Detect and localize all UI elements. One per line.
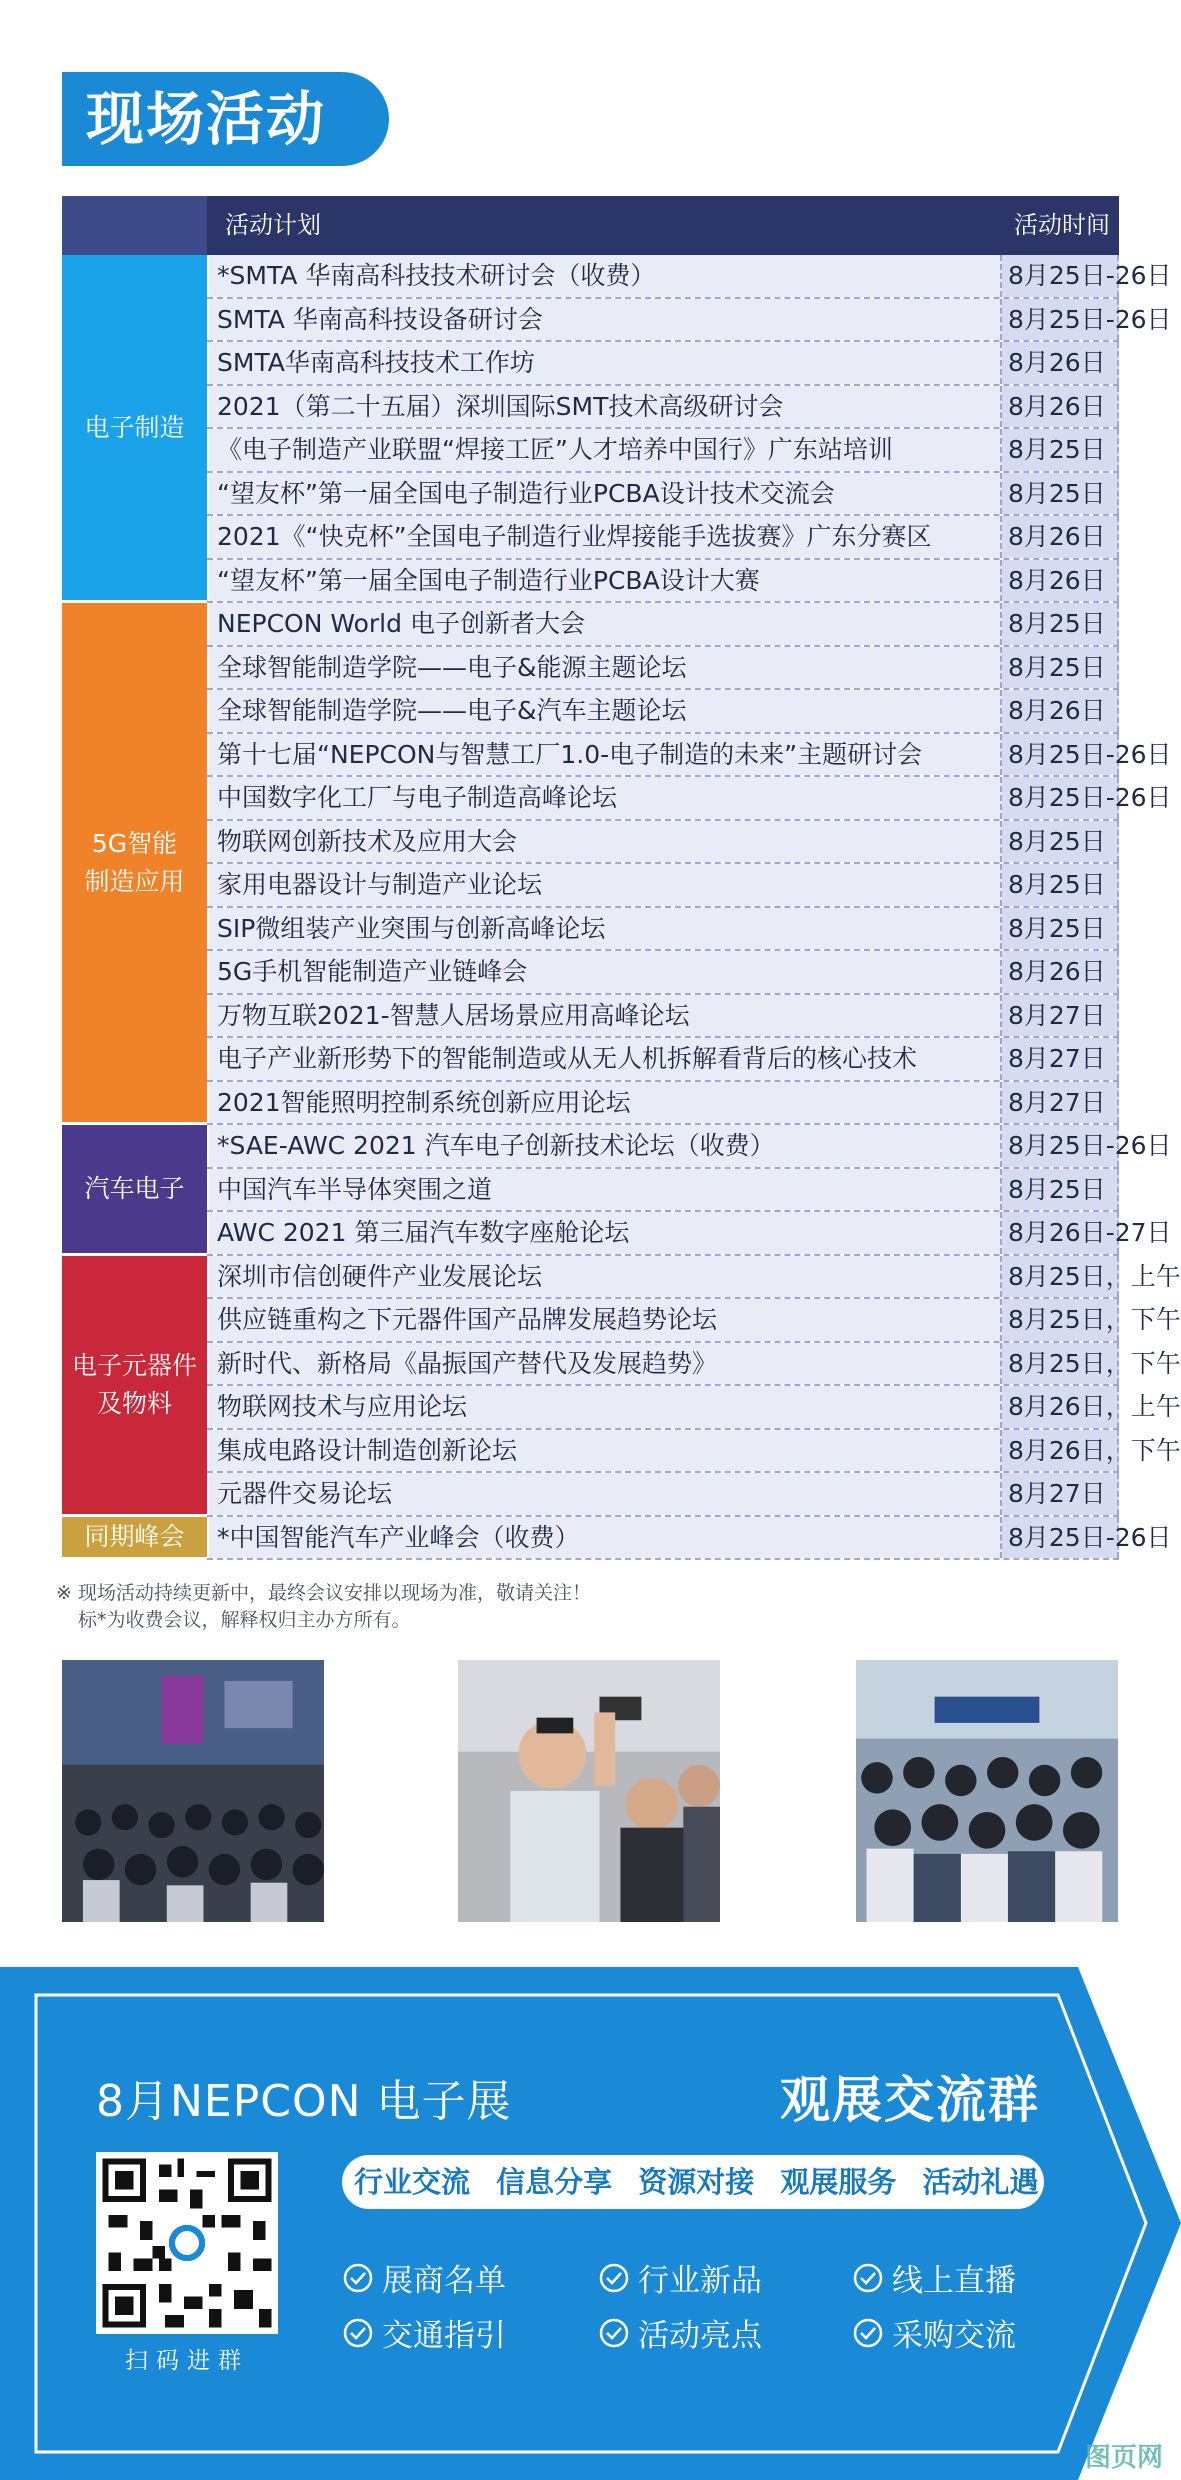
table-group	[62, 603, 1172, 1125]
activity-name: 第十七届“NEPCON与智慧工厂1.0-电子制造的未来”主题研讨会	[207, 734, 1002, 776]
table-row	[207, 1038, 1119, 1082]
table-row	[207, 429, 1119, 473]
check-circle-icon	[342, 2262, 374, 2294]
activity-time: 8月26日，上午	[1002, 1386, 1119, 1428]
qr-code[interactable]	[96, 2152, 278, 2334]
table-header	[62, 196, 1119, 255]
tag: 观展服务	[780, 2165, 897, 2199]
activity-time: 8月25日-26日	[1002, 734, 1119, 776]
qr-code-icon	[96, 2152, 278, 2334]
activity-name: SMTA 华南高科技设备研讨会	[207, 299, 1002, 341]
group-label: 电子元器件 及物料	[62, 1256, 207, 1517]
table-row	[207, 386, 1119, 430]
group-label: 同期峰会	[62, 1517, 207, 1561]
activity-name: 电子产业新形势下的智能制造或从无人机拆解看背后的核心技术	[207, 1038, 1002, 1080]
table-group	[62, 1125, 1172, 1256]
table-row	[207, 734, 1172, 778]
header-activity: 活动计划	[207, 196, 1002, 255]
activity-name: 2021《“快克杯”全国电子制造行业焊接能手选拔赛》广东分赛区	[207, 516, 1002, 558]
activity-time: 8月26日	[1002, 516, 1119, 558]
activity-time: 8月26日	[1002, 690, 1119, 732]
activity-time: 8月25日	[1002, 908, 1119, 950]
feature-item	[598, 2310, 762, 2355]
feature-label: 采购交流	[892, 2318, 1016, 2354]
activity-name: 全球智能制造学院——电子&汽车主题论坛	[207, 690, 1002, 732]
activity-time: 8月25日，下午	[1002, 1343, 1119, 1385]
tag: 信息分享	[496, 2165, 613, 2199]
activity-name: 物联网创新技术及应用大会	[207, 821, 1002, 863]
activity-time: 8月27日	[1002, 1473, 1119, 1515]
table-body	[62, 255, 1181, 1560]
activity-name: 物联网技术与应用论坛	[207, 1386, 1002, 1428]
activity-name: AWC 2021 第三届汽车数字座舱论坛	[207, 1212, 1002, 1254]
activity-time: 8月25日	[1002, 1169, 1119, 1211]
check-circle-icon	[598, 2262, 630, 2294]
footnote	[56, 1580, 591, 1634]
table-row	[207, 1299, 1181, 1343]
activity-time: 8月25日	[1002, 821, 1119, 863]
activity-name: 集成电路设计制造创新论坛	[207, 1430, 1002, 1472]
activity-time: 8月26日，下午	[1002, 1430, 1119, 1472]
activity-time: 8月27日	[1002, 1082, 1119, 1124]
feature-label: 线上直播	[892, 2263, 1016, 2299]
table-row	[207, 951, 1119, 995]
activity-time: 8月27日	[1002, 995, 1119, 1037]
activity-name: 供应链重构之下元器件国产品牌发展趋势论坛	[207, 1299, 1002, 1341]
activity-name: 深圳市信创硬件产业发展论坛	[207, 1256, 1002, 1298]
table-row	[207, 1212, 1172, 1256]
table-row	[207, 777, 1172, 821]
activity-name: NEPCON World 电子创新者大会	[207, 603, 1002, 645]
schedule-table	[62, 196, 1181, 1560]
table-row	[207, 1082, 1119, 1126]
activity-time: 8月25日-26日	[1002, 1517, 1119, 1559]
feature-label: 展商名单	[382, 2263, 506, 2299]
table-row	[207, 299, 1172, 343]
table-row	[207, 603, 1119, 647]
header-corner	[62, 196, 207, 255]
activity-time: 8月25日-26日	[1002, 777, 1119, 819]
tags-pill	[342, 2155, 1044, 2209]
activity-time: 8月26日	[1002, 951, 1119, 993]
audience-photo	[856, 1660, 1118, 1922]
activity-name: 全球智能制造学院——电子&能源主题论坛	[207, 647, 1002, 689]
table-group	[62, 1256, 1181, 1517]
table-row	[207, 1343, 1181, 1387]
table-row	[207, 473, 1119, 517]
feature-item	[342, 2310, 506, 2355]
table-row	[207, 690, 1119, 734]
header-time: 活动时间	[1002, 196, 1119, 255]
tag: 资源对接	[638, 2165, 755, 2199]
activity-name: 元器件交易论坛	[207, 1473, 1002, 1515]
feature-label: 行业新品	[638, 2263, 762, 2299]
feature-item	[852, 2255, 1016, 2300]
table-row	[207, 821, 1119, 865]
table-group	[62, 255, 1172, 603]
exhibition-name: 8月NEPCON 电子展	[96, 2076, 512, 2127]
conference-hall-photo	[62, 1660, 324, 1922]
table-row	[207, 1169, 1119, 1213]
activity-name: 5G手机智能制造产业链峰会	[207, 951, 1002, 993]
activity-name: SMTA华南高科技技术工作坊	[207, 342, 1002, 384]
activity-time: 8月25日，下午	[1002, 1299, 1119, 1341]
footnote-line: ※ 现场活动持续更新中，最终会议安排以现场为准，敬请关注！	[56, 1582, 591, 1604]
table-group	[62, 1517, 1172, 1561]
group-title: 观展交流群	[780, 2071, 1040, 2129]
table-row	[207, 995, 1119, 1039]
activity-name: *中国智能汽车产业峰会（收费）	[207, 1517, 1002, 1559]
activity-time: 8月25日	[1002, 647, 1119, 689]
activity-time: 8月25日	[1002, 473, 1119, 515]
table-row	[207, 1517, 1172, 1561]
activity-name: 家用电器设计与制造产业论坛	[207, 864, 1002, 906]
footnote-line: 标*为收费会议，解释权归主办方所有。	[78, 1609, 411, 1631]
activity-time: 8月26日-27日	[1002, 1212, 1119, 1254]
feature-label: 活动亮点	[638, 2318, 762, 2354]
group-label: 电子制造	[62, 255, 207, 603]
table-row	[207, 1256, 1181, 1300]
check-circle-icon	[852, 2262, 884, 2294]
check-circle-icon	[598, 2317, 630, 2349]
activity-time: 8月26日	[1002, 342, 1119, 384]
activity-name: *SAE-AWC 2021 汽车电子创新技术论坛（收费）	[207, 1125, 1002, 1167]
activity-time: 8月25日-26日	[1002, 1125, 1119, 1167]
activity-name: SIP微组装产业突围与创新高峰论坛	[207, 908, 1002, 950]
table-row	[207, 864, 1119, 908]
activity-time: 8月25日	[1002, 429, 1119, 471]
activity-time: 8月25日-26日	[1002, 255, 1119, 297]
activity-name: 2021（第二十五届）深圳国际SMT技术高级研讨会	[207, 386, 1002, 428]
activity-time: 8月25日	[1002, 603, 1119, 645]
feature-item	[598, 2255, 762, 2300]
tag: 活动礼遇	[922, 2165, 1039, 2199]
feature-item	[852, 2310, 1016, 2355]
table-row	[207, 908, 1119, 952]
activity-time: 8月25日	[1002, 864, 1119, 906]
feature-label: 交通指引	[382, 2318, 506, 2354]
table-row	[207, 342, 1119, 386]
watermark: 图页网	[1084, 2443, 1163, 2473]
photographer-photo	[458, 1660, 720, 1922]
activity-time: 8月26日	[1002, 560, 1119, 602]
check-circle-icon	[342, 2317, 374, 2349]
activity-name: 万物互联2021-智慧人居场景应用高峰论坛	[207, 995, 1002, 1037]
feature-item	[342, 2255, 506, 2300]
scan-label: 扫码进群	[125, 2348, 249, 2374]
activity-name: 中国汽车半导体突围之道	[207, 1169, 1002, 1211]
activity-time: 8月25日，上午	[1002, 1256, 1119, 1298]
table-row	[207, 255, 1172, 299]
table-row	[207, 1430, 1181, 1474]
table-row	[207, 1125, 1172, 1169]
activity-time: 8月25日-26日	[1002, 299, 1119, 341]
check-circle-icon	[852, 2317, 884, 2349]
activity-time: 8月27日	[1002, 1038, 1119, 1080]
group-label: 5G智能 制造应用	[62, 603, 207, 1125]
activity-name: 中国数字化工厂与电子制造高峰论坛	[207, 777, 1002, 819]
table-row	[207, 1473, 1119, 1517]
table-row	[207, 516, 1119, 560]
group-label: 汽车电子	[62, 1125, 207, 1256]
table-row	[207, 647, 1119, 691]
activity-name: “望友杯”第一届全国电子制造行业PCBA设计技术交流会	[207, 473, 1002, 515]
activity-name: 《电子制造产业联盟“焊接工匠”人才培养中国行》广东站培训	[207, 429, 1002, 471]
activity-name: 新时代、新格局《晶振国产替代及发展趋势》	[207, 1343, 1002, 1385]
table-row	[207, 1386, 1181, 1430]
tag: 行业交流	[354, 2165, 471, 2199]
activity-name: “望友杯”第一届全国电子制造行业PCBA设计大赛	[207, 560, 1002, 602]
table-row	[207, 560, 1119, 604]
activity-name: *SMTA 华南高科技技术研讨会（收费）	[207, 255, 1002, 297]
activity-name: 2021智能照明控制系统创新应用论坛	[207, 1082, 1002, 1124]
page-title: 现场活动	[62, 72, 389, 166]
activity-time: 8月26日	[1002, 386, 1119, 428]
